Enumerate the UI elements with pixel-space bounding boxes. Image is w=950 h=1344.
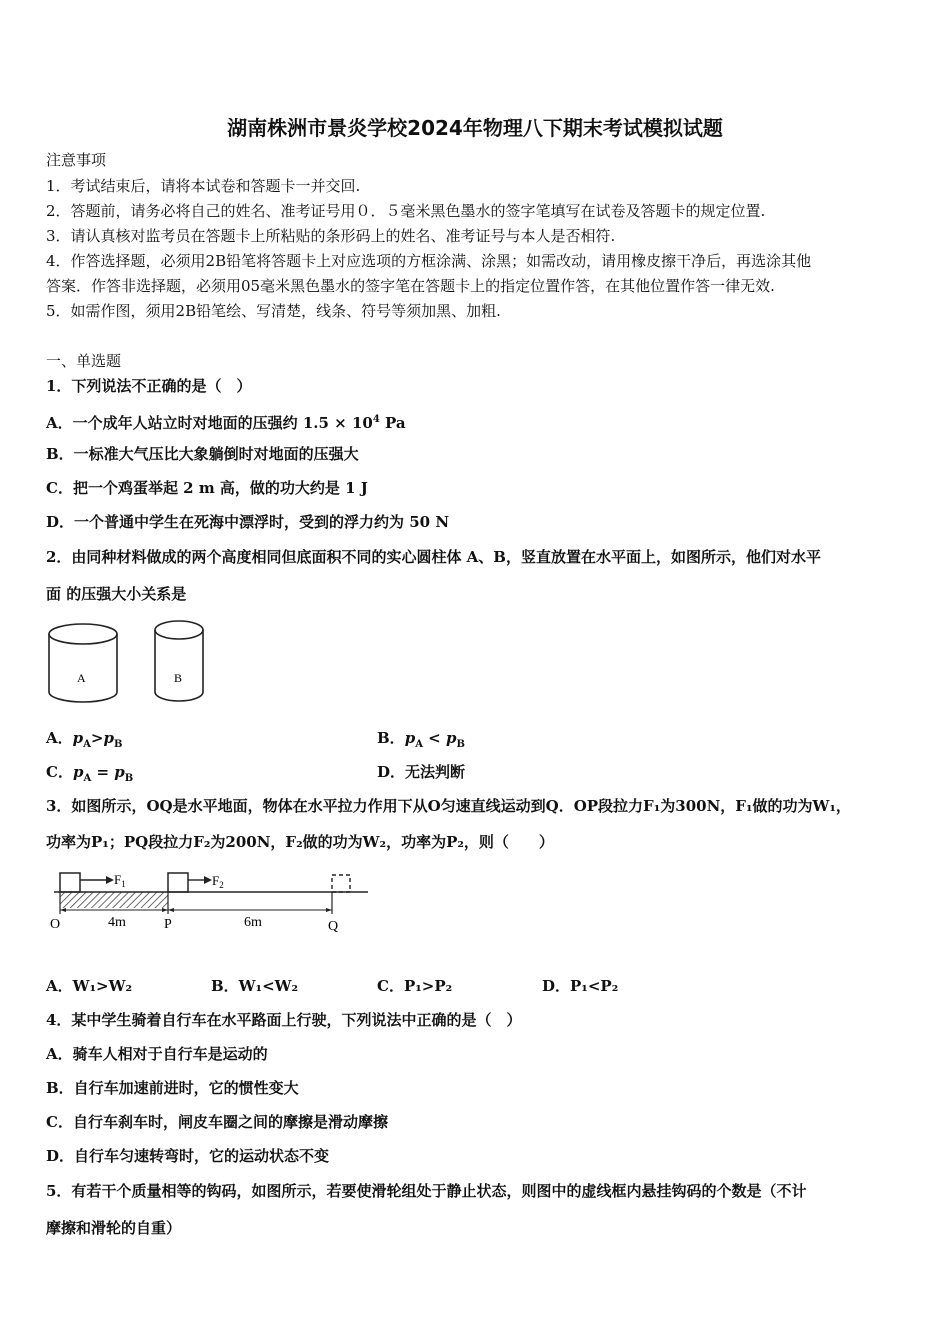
point-q-label: Q [328,919,339,934]
q3-stem-line1: 3．如图所示，OQ是水平地面，物体在水平拉力作用下从O匀速直线运动到Q．OP段拉力F₁为300N，F₁做的功为W₁， [46,797,851,815]
point-p-label: P [164,917,172,932]
block-at-o [60,873,80,892]
q3-motion-figure [48,866,378,938]
notice-item-4: 4．作答选择题，必须用2B铅笔将答题卡上对应选项的方框涂满、涂黑；如需改动，请用橡皮擦干净后，再选涂其他 [46,252,812,270]
q2-option-a: A．$p_A>p_B$ [46,729,123,750]
q3-option-b: B．W₁<W₂ [211,977,299,995]
q1-option-a-exponent: 4 [372,414,380,425]
page-title: 湖南株洲市景炎学校2024年物理八下期末考试模拟试题 [227,116,723,140]
q2-option-b: B．$p_A < p_B$ [377,729,465,750]
f1-arrow-head [106,876,114,884]
notice-item-3: 3．请认真核对监考员在答题卡上所粘贴的条形码上的姓名、准考证号与本人是否相符. [46,227,616,245]
op-distance-label: 4m [108,915,126,930]
q2-stem-line2: 面 的压强大小关系是 [46,585,187,603]
q1-option-d: D．一个普通中学生在死海中漂浮时，受到的浮力约为 50 N [46,513,450,531]
pq-distance-label: 6m [244,915,262,930]
q1-stem: 1．下列说法不正确的是（ ） [46,377,252,395]
notice-item-2: 2．答题前，请务必将自己的姓名、准考证号用０．５毫米黑色墨水的签字笔填写在试卷及答题卡的规定位置. [46,202,766,220]
f2-arrow-head [204,876,212,884]
q3-stem-line2: 功率为P₁；PQ段拉力F₂为200N，F₂做的功为W₂，功率为P₂，则（ ） [46,833,554,851]
cylinder-a-top [49,624,117,644]
q4-option-c: C．自行车刹车时，闸皮车圈之间的摩擦是滑动摩擦 [46,1113,388,1131]
q3-option-a: A．W₁>W₂ [46,977,133,995]
block-at-p [168,873,188,892]
q5-stem-line2: 摩擦和滑轮的自重） [46,1219,182,1237]
notice-item-1: 1．考试结束后，请将本试卷和答题卡一并交回. [46,177,361,195]
cylinder-b-label: B [174,671,183,685]
q2-option-d: D．无法判断 [377,763,466,781]
f2-label: $F_2$ [212,873,224,890]
cylinder-b-top [155,621,203,639]
q2-option-c: C．$p_A = p_B$ [46,763,134,784]
point-o-label: O [50,917,61,932]
q1-option-c: C．把一个鸡蛋举起 2 m 高，做的功大约是 1 J [46,479,368,497]
q1-option-b: B．一标准大气压比大象躺倒时对地面的压强大 [46,445,359,463]
q1-option-a-text: A．一个成年人站立时对地面的压强约 1.5 × 10 [46,414,373,432]
q3-option-d: D．P₁<P₂ [542,977,619,995]
q4-option-b: B．自行车加速前进时，它的惯性变大 [46,1079,299,1097]
notice-heading: 注意事项 [46,151,107,169]
q4-option-d: D．自行车匀速转弯时，它的运动状态不变 [46,1147,330,1165]
q3-option-c: C．P₁>P₂ [377,977,453,995]
q5-stem-line1: 5．有若干个质量相等的钩码，如图所示，若要使滑轮组处于静止状态，则图中的虚线框内悬挂钩码的个数是（不计 [46,1182,807,1200]
cylinder-b-body [155,630,203,701]
cylinder-a-label: A [77,671,86,685]
notice-item-4-cont: 答案．作答非选择题，必须用05毫米黑色墨水的签字笔在答题卡上的指定位置作答，在其他位置作答一律无效. [46,277,775,295]
op-rough-surface [60,892,168,908]
q2-cylinders-figure [44,616,214,708]
q4-option-a: A．骑车人相对于自行车是运动的 [46,1045,268,1063]
f1-label: $F_1$ [114,872,126,889]
notice-item-5: 5．如需作图，须用2B铅笔绘、写清楚，线条、符号等须加黑、加粗. [46,302,501,320]
q4-stem: 4．某中学生骑着自行车在水平路面上行驶，下列说法中正确的是（ ） [46,1011,522,1029]
q1-option-a-unit: Pa [379,414,406,432]
q1-option-a [46,410,406,433]
q2-stem-line1: 2．由同种材料做成的两个高度相同但底面积不同的实心圆柱体 A、B，竖直放置在水平面上，如图所示，他们对水平 [46,548,821,566]
section-heading: 一、单选题 [46,352,122,370]
block-at-q-dashed [332,875,350,892]
